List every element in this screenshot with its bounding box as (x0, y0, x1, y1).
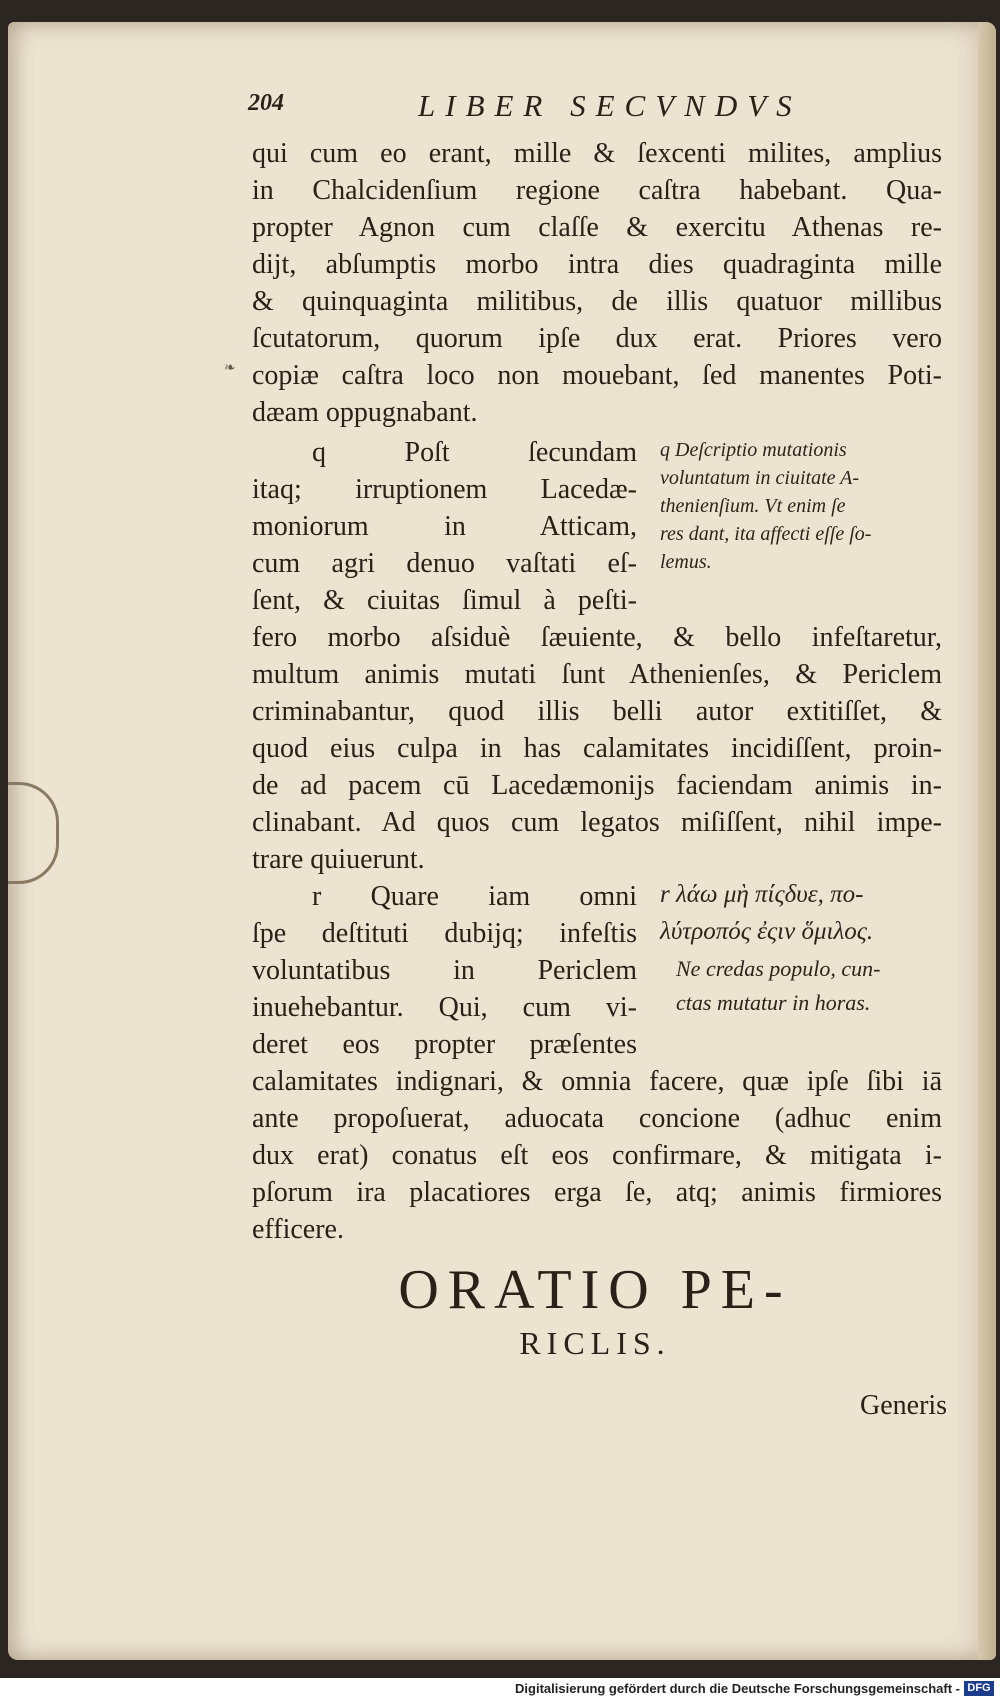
text-line: pſorum ira placatiores erga ſe, atq; animis firmiores (252, 1177, 942, 1208)
text-line: clinabant. Ad quos cum legatos miſiſſent, nihil impe- (252, 807, 942, 838)
text-line: ſpe deſtituti dubijq; infeſtis (252, 918, 637, 949)
text-line: de ad pacem cū Lacedæmonijs faciendam animis in- (252, 770, 942, 801)
text-line: moniorum in Atticam, (252, 511, 637, 542)
oration-subtitle: RICLIS. (519, 1325, 671, 1361)
text-line: & quinquaginta militibus, de illis quatuor millibus (252, 286, 942, 317)
text-line: r Quare iam omni (312, 881, 637, 912)
text-line: efficere. (252, 1214, 344, 1245)
page-number: 204 (248, 90, 284, 116)
text-line: calamitates indignari, & omnia facere, quæ ipſe ſibi iā (252, 1066, 942, 1097)
text-line: cum agri denuo vaſtati eſ- (252, 548, 637, 579)
text-line: ſcutatorum, quorum ipſe dux erat. Priores vero (252, 323, 942, 354)
paragraph-3 (252, 1063, 942, 1248)
digitization-footer (0, 1678, 1000, 1701)
text-line: qui cum eo erant, mille & ſexcenti milites, amplius (252, 138, 942, 169)
note-line: λύτροπός ἐςιν ὅμιλος. (660, 918, 874, 945)
paragraph-3-column (252, 878, 637, 1063)
text-line: ante propoſuerat, aduocata concione (adhuc enim (252, 1103, 942, 1134)
margin-mark: ❧ (224, 361, 236, 376)
note-line: voluntatum in ciuitate A- (660, 467, 860, 489)
dfg-logo-icon: DFG (964, 1681, 994, 1696)
paragraph-1 (252, 135, 942, 431)
catchword: Generis (860, 1390, 948, 1421)
page-edge (978, 22, 996, 1660)
text-line: criminabantur, quod illis belli autor extitiſſet, & (252, 696, 942, 727)
text-line: itaq; irruptionem Lacedæ- (252, 474, 637, 505)
running-title: LIBER SECVNDVS (418, 88, 802, 123)
text-line: trare quiuerunt. (252, 844, 425, 875)
margin-note-r-latin (676, 952, 976, 1020)
text-line: copiæ caſtra loco non mouebant, ſed manentes Poti- (252, 360, 942, 391)
note-line: lemus. (660, 551, 712, 573)
margin-note-q (660, 436, 960, 576)
text-line: dijt, abſumptis morbo intra dies quadraginta mille (252, 249, 942, 280)
text-line: fero morbo aſsiduè ſæuiente, & bello infeſtaretur, (252, 622, 942, 653)
text-line: voluntatibus in Periclem (252, 955, 637, 986)
text-line: dux erat) conatus eſt eos confirmare, & mitigata i- (252, 1140, 942, 1171)
page-header (248, 90, 968, 130)
text-line: ſent, & ciuitas ſimul à peſti- (252, 585, 637, 616)
text-line: multum animis mutati ſunt Athenienſes, & Periclem (252, 659, 942, 690)
note-line: res dant, ita affecti eſſe ſo- (660, 523, 872, 545)
paragraph-2 (252, 619, 942, 878)
note-line: Ne credas populo, cun- (676, 956, 881, 981)
text-line: q Poſt ſecundam (312, 437, 637, 468)
oration-title: ORATIO PE- (398, 1259, 792, 1321)
text-line: quod eius culpa in has calamitates incidiſſent, proin- (252, 733, 942, 764)
text-line: in Chalcidenſium regione caſtra habebant. Qua- (252, 175, 942, 206)
note-line: ctas mutatur in horas. (676, 990, 871, 1015)
text-line: propter Agnon cum claſſe & exercitu Athenas re- (252, 212, 942, 243)
funding-credit: Digitalisierung gefördert durch die Deutsche Forschungsgemeinschaft - (515, 1681, 960, 1696)
note-line: r λάω μὴ πίςδυε, πο- (660, 881, 864, 908)
note-line: q Deſcriptio mutationis (660, 439, 847, 461)
binding-strap (8, 782, 59, 884)
margin-note-r-greek (660, 876, 960, 950)
note-line: thenienſium. Vt enim ſe (660, 495, 846, 517)
text-line: dæam oppugnabant. (252, 397, 478, 428)
paragraph-2-column (252, 434, 637, 619)
text-line: inuehebantur. Qui, cum vi- (252, 992, 637, 1023)
text-line: deret eos propter præſentes (252, 1029, 637, 1060)
